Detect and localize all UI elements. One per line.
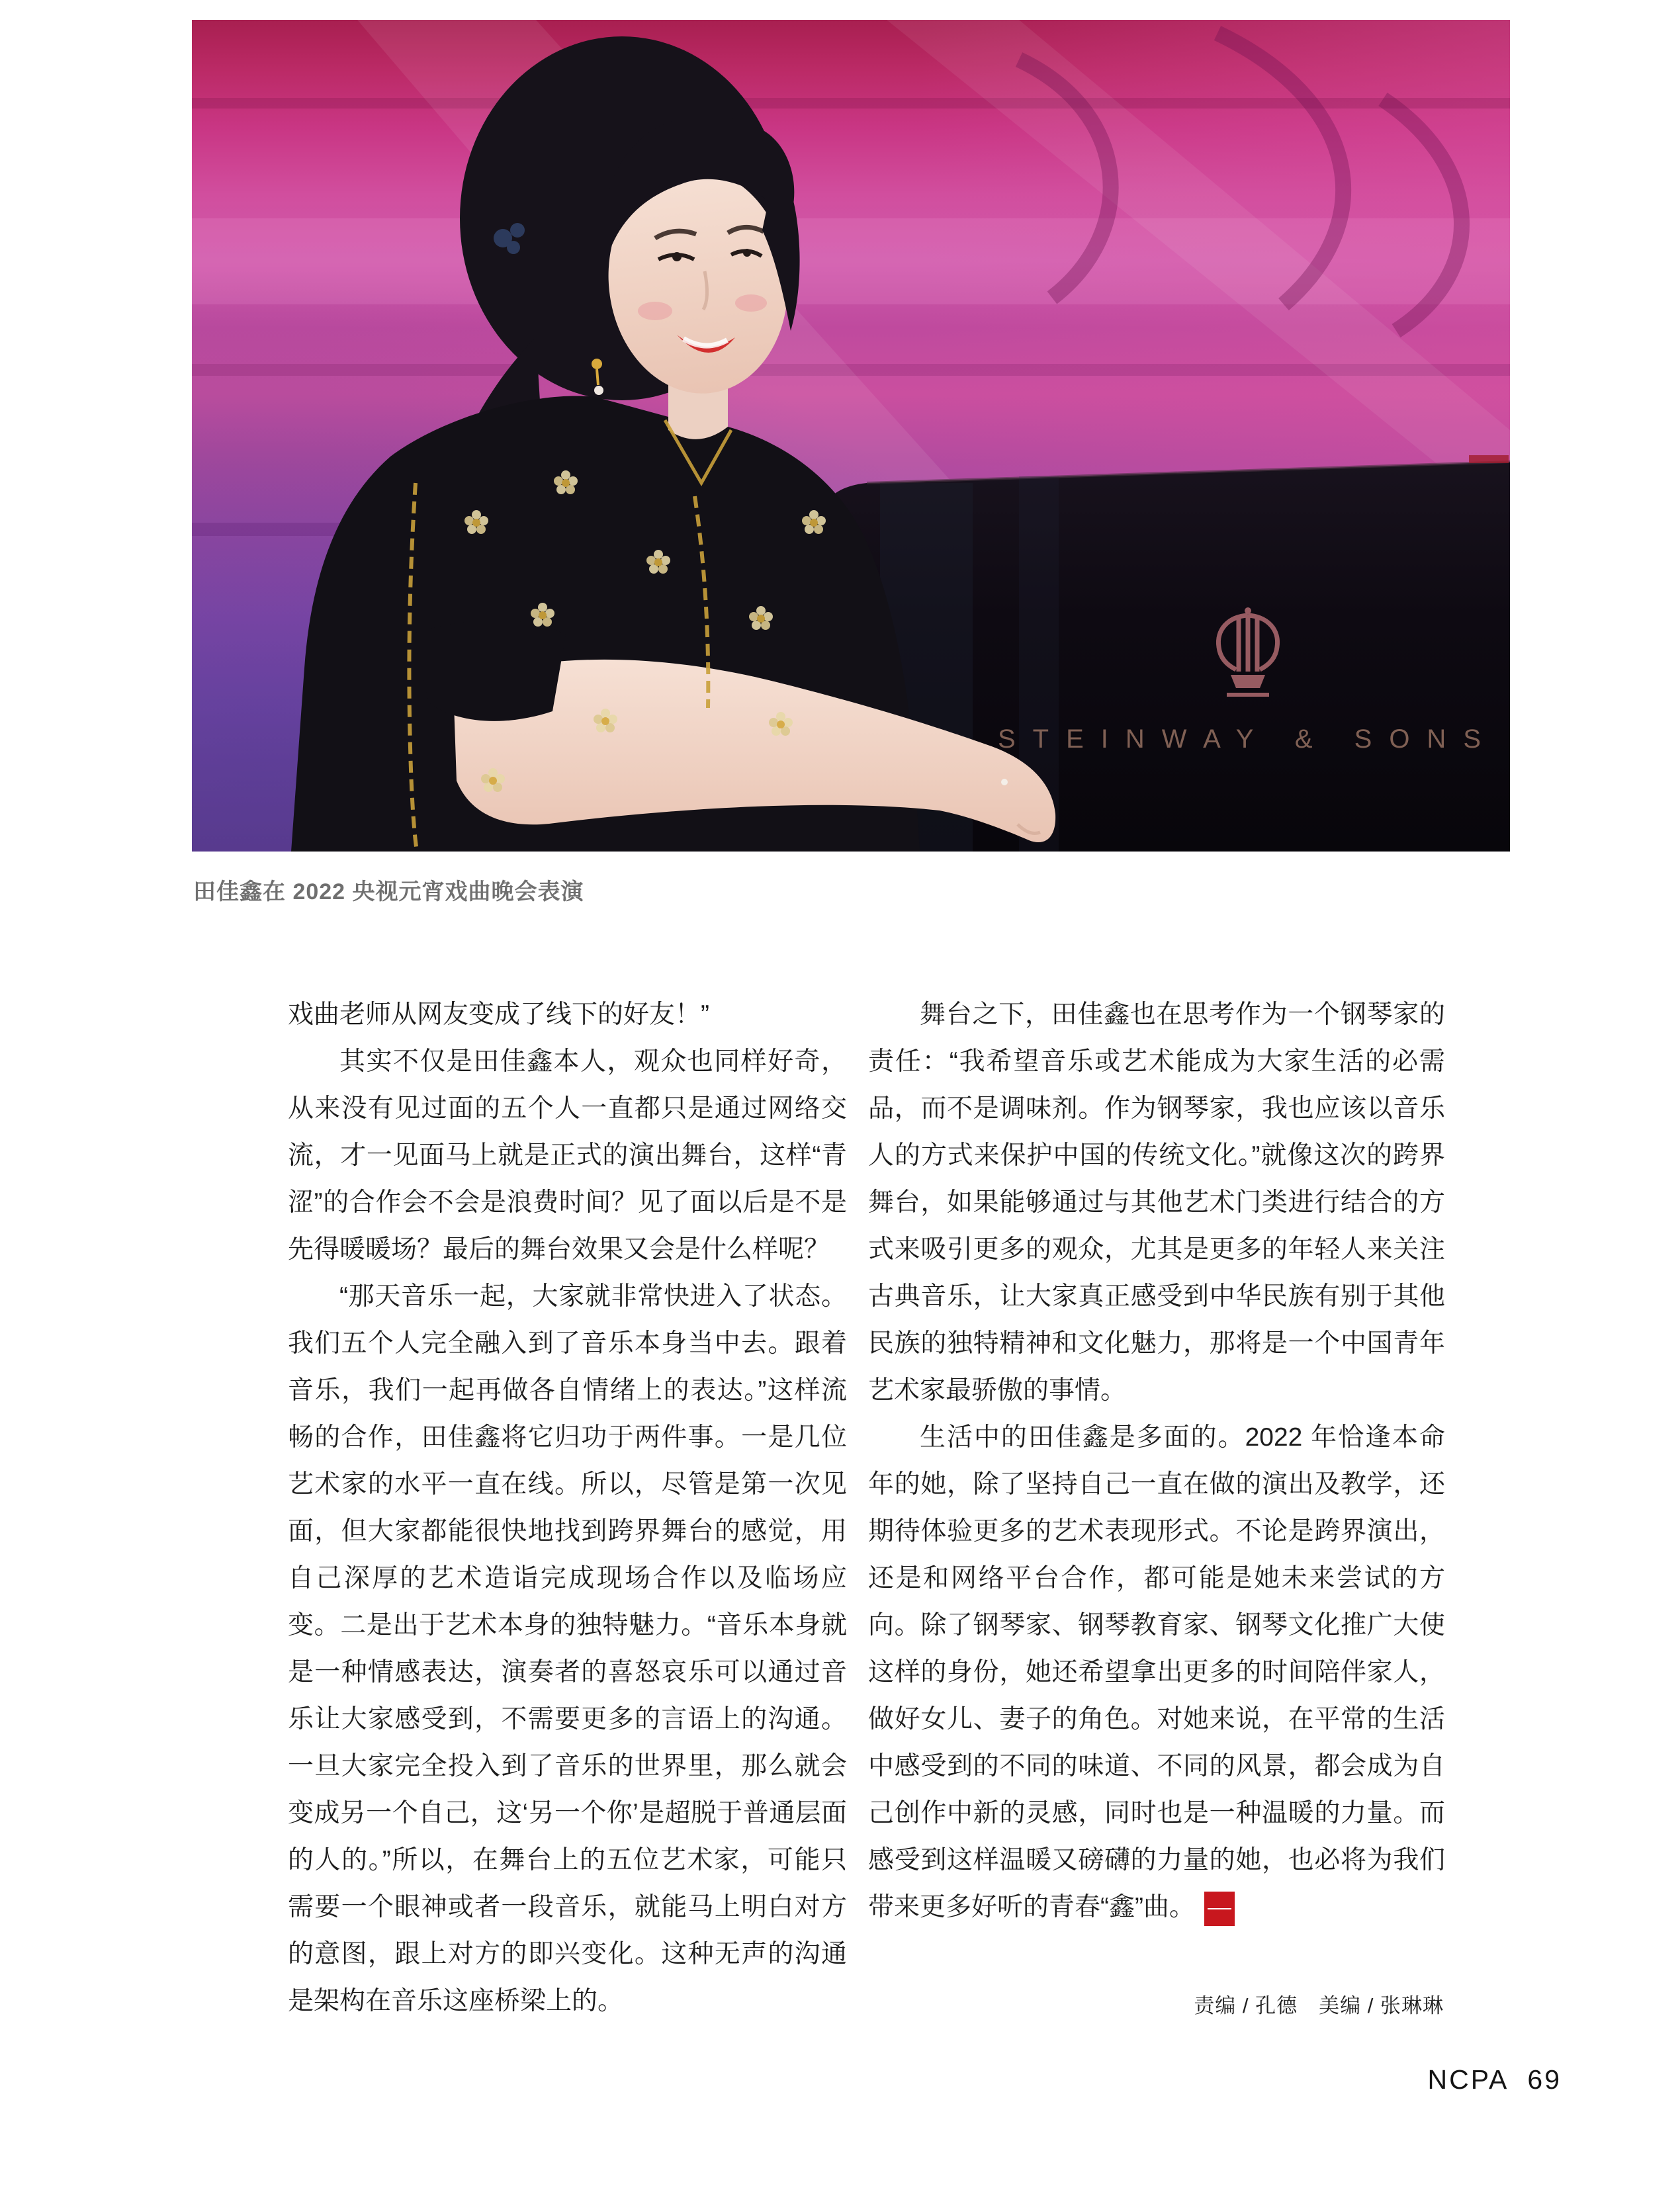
ncpa-end-mark: $\frac{NC}{PA}$ <box>1204 1892 1235 1926</box>
page-number <box>1428 2064 1562 2095</box>
article-photo <box>192 20 1510 852</box>
photo-illustration <box>192 20 1510 852</box>
dress-sleeve <box>414 621 566 721</box>
article-left-column <box>288 991 847 2025</box>
article-right-column <box>868 991 1445 1931</box>
paragraph: 戏曲老师从网友变成了线下的好友！” <box>288 1000 709 1029</box>
paragraph: “那天音乐一起，大家就非常快进入了状态。我们五个人完全融入到了音乐本身当中去。跟着音乐，我们一起再做各自情绪上的表达。”这样流畅的合作，田佳鑫将它归功于两件事。一是几位艺术家的水平一直在线。所以，尽管是第一次见面，但大家都能很快地找到跨界舞台的感觉，用自己深厚的艺术造诣完成现场合作以及临场应变。二是出于艺术本身的独特魅力。“音乐本身就是一种情感表达，演奏者的喜怒哀乐可以通过音乐让大家感受到，不需要更多的言语上的沟通。一旦大家完全投入到了音乐的世界里，那么就会变成另一个自己，这‘另一个你’是超脱于普通层面的人的。”所以，在舞台上的五位艺术家，可能只需要一个眼神或者一段音乐，就能马上明白对方的意图，跟上对方的即兴变化。这种无声的沟通是架构在音乐这座桥梁上的。 <box>288 1282 847 2015</box>
photo-caption: 田佳鑫在 2022 央视元宵戏曲晚会表演 <box>193 879 584 904</box>
piano-brand-text: STEINWAY & SONS <box>998 724 1498 754</box>
paragraph: 舞台之下，田佳鑫也在思考作为一个钢琴家的责任：“我希望音乐或艺术能成为大家生活的必需品，而不是调味剂。作为钢琴家，我也应该以音乐人的方式来保护中国的传统文化。”就像这次的跨界舞台，如果能够通过与其他艺术门类进行结合的方式来吸引更多的观众，尤其是更多的年轻人来关注古典音乐，让大家真正感受到中华民族有别于其他民族的独特精神和文化魅力，那将是一个中国青年艺术家最骄傲的事情。 <box>868 1000 1445 1405</box>
paragraph <box>868 1414 1445 1931</box>
paragraph: 其实不仅是田佳鑫本人，观众也同样好奇，从来没有见过面的五个人一直都只是通过网络交流，才一见面马上就是正式的演出舞台，这样“青涩”的合作会不会是浪费时间？见了面以后是不是先得暖暖场？最后的舞台效果又会是什么样呢？ <box>288 1047 847 1264</box>
paragraph-text: 生活中的田佳鑫是多面的。2022 年恰逢本命年的她，除了坚持自己一直在做的演出及教学，还期待体验更多的艺术表现形式。不论是跨界演出，还是和网络平台合作，都可能是她未来尝试的方向。除了钢琴家、钢琴教育家、钢琴文化推广大使这样的身份，她还希望拿出更多的时间陪伴家人，做好女儿、妻子的角色。对她来说，在平常的生活中感受到的不同的味道、不同的风景，都会成为自己创作中新的灵感，同时也是一种温暖的力量。而感受到这样温暖又磅礴的力量的她，也必将为我们带来更多好听的青春“鑫”曲。 <box>868 1423 1445 1921</box>
editor-credits: 责编 / 孔德 美编 / 张琳琳 <box>1194 1994 1444 2017</box>
page-number-brand: NCPA <box>1427 2064 1509 2095</box>
page-number-value: 69 <box>1527 2064 1562 2095</box>
